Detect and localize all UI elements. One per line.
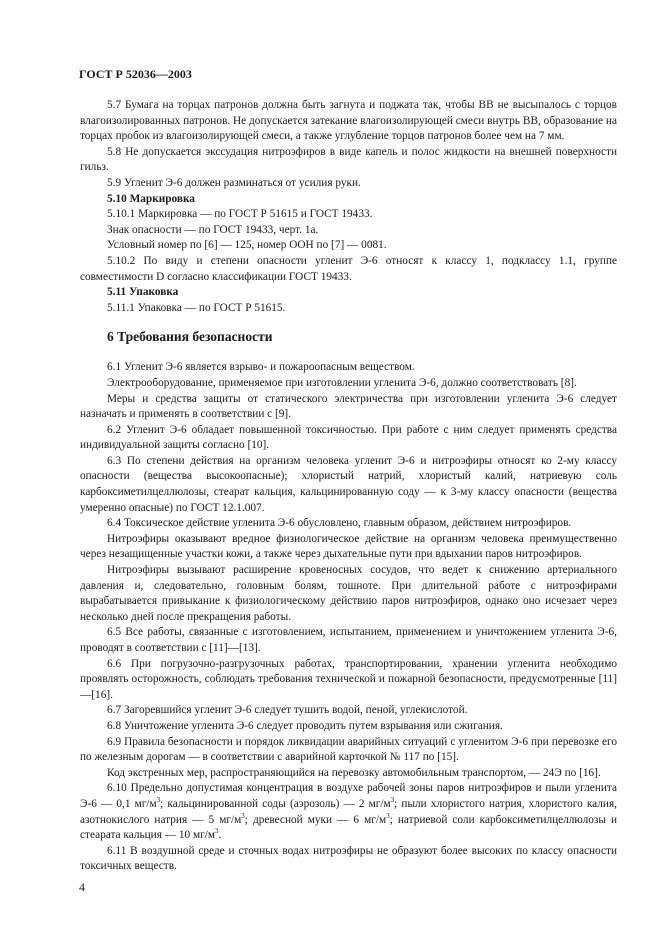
superscript: 3 (156, 796, 161, 805)
text-segment: 6.10 Предельно допустимая концентрация в воздухе рабочей зоны паров нитроэфиров и пыли угленита Э-6 — 0,1 мг/м (80, 782, 617, 810)
paragraph-6-8: 6.8 Уничтожение угленита Э-6 следует проводить путем взрывания или сжигания. (107, 719, 503, 732)
paragraph-6-7: 6.7 Загоревшийся угленит Э-6 следует тушить водой, пеной, углекислотой. (107, 704, 468, 717)
document-header: ГОСТ Р 52036—2003 (79, 67, 192, 81)
paragraph-5-10-1: 5.10.1 Маркировка — по ГОСТ Р 51615 и ГОСТ 19433. (107, 208, 373, 221)
superscript: 3 (386, 811, 390, 820)
paragraph-6-1-static: Меры и средства защиты от статического электричества при изготовлении угленита Э-6 следует назначать и применять в соответствии с [9]. (80, 392, 617, 421)
paragraph-6-1-equipment: Электрооборудование, применяемое при изготовлении угленита Э-6, должно соответствовать [8]. (107, 376, 577, 389)
paragraph-6-10 (80, 781, 617, 843)
paragraph-5-10-1-number: Условный номер по [6] — 125, номер ООН по [7] — 0081. (107, 239, 387, 252)
paragraph-6-9: 6.9 Правила безопасности и порядок ликвидации аварийных ситуаций с угленитом Э-6 при перевозке его по железным дорогам — в соответствии с аварийной карточкой № 117 по [15]. (80, 735, 617, 764)
paragraph-5-8: 5.8 Не допускается экссудация нитроэфиров в виде капель и полос жидкости на внешней поверхности гильз. (80, 145, 617, 174)
text-segment: ; древесной муки — 6 мг/м (244, 813, 387, 826)
paragraph-6-9-code: Код экстренных мер, распространяющийся на перевозку автомобильным транспортом, — 24Э по [16]. (107, 766, 601, 779)
paragraph-5-10-1-sign: Знак опасности — по ГОСТ 19433, черт. 1а. (107, 223, 319, 236)
text-segment: ; пыли хлористого натрия, хлористого калия, азотнокислого натрия — 5 мг/м (80, 797, 617, 826)
superscript: 3 (390, 796, 395, 805)
superscript: 3 (241, 811, 245, 820)
paragraph-6-6: 6.6 При погрузочно-разгрузочных работах, транспортировании, хранении угленита необходимо проявлять осторожность, соблюдать требования технической и пожарной безопасности, предусмотренные [11]—[16]. (80, 657, 617, 701)
paragraph-5-11-1: 5.11.1 Упаковка — по ГОСТ Р 51615. (107, 301, 286, 314)
section-6-title: 6 Требования безопасности (107, 329, 273, 345)
text-segment: ; кальцинированной соды (аэрозоль) — 2 мг/м (160, 797, 391, 810)
document-body (80, 98, 617, 875)
paragraph-6-1: 6.1 Угленит Э-6 является взрыво- и пожароопасным веществом. (107, 361, 415, 374)
heading-5-10: 5.10 Маркировка (107, 192, 195, 205)
paragraph-5-9: 5.9 Угленит Э-6 должен разминаться от усилия руки. (107, 176, 361, 189)
text-segment: ; натриевой соли карбоксиметилцеллюлозы и стеарата кальция — 10 мг/м (80, 813, 617, 842)
superscript: 3 (215, 827, 219, 836)
paragraph-5-10-2: 5.10.2 По виду и степени опасности угленит Э-6 относят к классу 1, подклассу 1.1, группе совместимости D согласно классификации ГОСТ 19433. (80, 254, 617, 283)
paragraph-6-4-vessels: Нитроэфиры вызывают расширение кровеносных сосудов, что ведет к снижению артериального давления и, следовательно, головным болям, тошноте. При длительной работе с нитроэфирами вырабатывается привыкание к физиологическому действию паров нитроэфиров, однако оно исчезает через несколько дней после прекращения работы. (80, 564, 617, 623)
paragraph-6-4-skin: Нитроэфиры оказывают вредное физиологическое действие на организм человека преимущественно через незащищенные участки кожи, а также через дыхательные пути при вдыхании паров нитроэфиров. (80, 532, 617, 561)
heading-5-11: 5.11 Упаковка (107, 286, 179, 299)
paragraph-6-3: 6.3 По степени действия на организм человека угленит Э-6 и нитроэфиры относят ко 2-му классу опасности (вещества высокоопасные); хлористый натрий, хлористый калий, натриевую соль карбоксиметилцеллюлозы, стеарат кальция, кальцинированную соду — к 3-му классу опасности (вещества умеренно опасные) по ГОСТ 12.1.007. (80, 454, 617, 514)
page-number: 4 (79, 880, 85, 894)
paragraph-6-2: 6.2 Угленит Э-6 обладает повышенной токсичностью. При работе с ним следует применять средства индивидуальной защиты согласно [10]. (80, 423, 617, 452)
text-segment: . (218, 829, 222, 842)
paragraph-5-7: 5.7 Бумага на торцах патронов должна быть загнута и поджата так, чтобы ВВ не высыпалось с торцов влагоизолированных патронов. Не допускается затекание влагоизолирующей смеси внутрь ВВ, образование на торцах пробок из влагоизолирующей смеси, а также углубление торцов патронов более чем на 7 мм. (80, 99, 617, 143)
paragraph-6-4: 6.4 Токсическое действие угленита Э-6 обусловлено, главным образом, действием нитроэфиров. (107, 517, 572, 530)
paragraph-6-5: 6.5 Все работы, связанные с изготовлением, испытанием, применением и уничтожением угленита Э-6, проводят в соответствии с [11]—[13]. (80, 626, 617, 654)
paragraph-6-11: 6.11 В воздушной среде и сточных водах нитроэфиры не образуют более высоких по классу опасности токсичных веществ. (80, 844, 617, 873)
